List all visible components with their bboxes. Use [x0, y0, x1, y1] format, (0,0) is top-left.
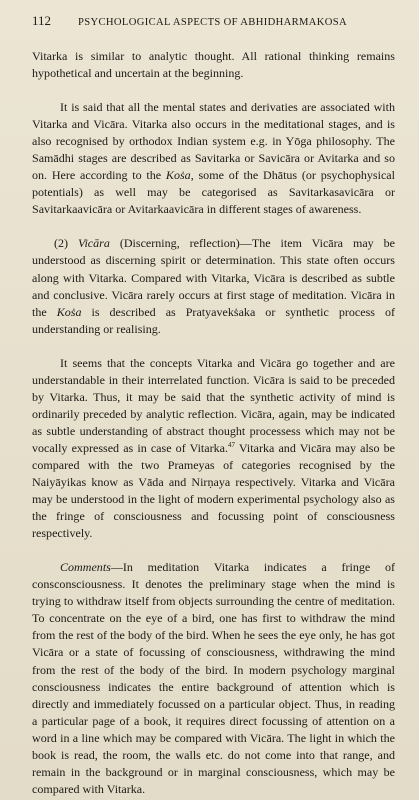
paragraph-text: is described as Pratyavekṡaka or synthetic process of understanding or realising. [32, 304, 395, 336]
kosa-term: Koṡa [56, 304, 82, 319]
paragraph-text: , some of the Dhātus (or psychophysical potentials) as well may be categorised as Savitarkasavicāra or Savitarkaavicāra or Avitarkaavicāra in different stages of awareness. [32, 168, 395, 217]
paragraph-text: Vitarka and Vicāra may also be compared with the two Prameyas of categories recognised by the Naiyāyikas know as Vāda and Nirṇaya respectively. Vitarka and Vicāra may be understood in the light of modern experimental psychology also as the fringe of consciousness and focussing point of consciousness respectively. [32, 440, 395, 541]
paragraph-text: Vitarka is similar to analytic thought. All rational thinking remains hypothetical and uncertain at the beginning. [32, 49, 395, 81]
paragraph-vitarka-intro [32, 48, 395, 82]
paragraph-text: —In meditation Vitarka indicates a fringe of consconsciousness. It denotes the preliminary stage when the mind is trying to withdraw itself from objects surrounding the centre of meditation. To concentrate on the eye of a bird, one has first to withdraw the mind from the rest of the body of the bird. When he sees the eye only, he has got Vicāra or a state of focussing of consciousness, withdrawing the mind from the rest of the body of the bird. In modern psychology marginal consciousness indicates the entire background of attention which is directly and immediately focussed on a particular object. Thus, in reading a particular page of a book, it requires direct focussing of attention on a word in a line which may be compared with Vicāra. The light in which the book is read, the room, the walls etc. do not come into that range, and remain in the background or in marginal consciousness, which may be compared with Vitarka. [32, 560, 395, 796]
header-title: PSYCHOLOGICAL ASPECTS OF ABHIDHARMAKOSA [78, 17, 348, 28]
paragraph-interrelated-concepts [32, 355, 395, 543]
paragraph-vicara-definition [32, 235, 395, 337]
comments-heading: Comments [60, 560, 111, 575]
paragraph-text: It seems that the concepts Vitarka and Vicāra go together and are understandable in their interrelated function. Vicāra is said to be preceded by Vitarka. Thus, it may be said that the synthetic activity of mind is ordinarily preceded by analytic reflection. Vicāra, again, may be indicated as subtle understanding of abstract thought processess which may not be vocally expressed as in case of Vitarka. [32, 355, 395, 455]
paragraph-comments [32, 559, 395, 798]
footnote-marker: 47 [228, 440, 236, 449]
running-head [32, 13, 395, 35]
kosa-term: Koṡa [165, 168, 191, 183]
vicara-term: Vicāra [77, 236, 110, 251]
paragraph-mental-states [32, 99, 395, 218]
paragraph-text: (Discerning, reflection)—The item Vicāra may be understood as discerning spirit or determination. This state often occurs along with Vitarka. Compared with Vitarka, Vicāra is described as subtle and conclusive. Vicāra rarely occurs at first stage of meditation. Vicāra in the [32, 236, 395, 319]
page-number: 112 [32, 13, 52, 28]
item-number: (2) [54, 236, 69, 251]
paragraph-text: It is said that all the mental states and derivaties are associated with Vitarka and Vicāra. Vitarka also occurs in the meditational stages, and is also recognised by orthodox Indian system e.g. in Yōga philosophy. The Samādhi stages are described as Savitarka or Savicāra or Avitarka and so on. Here according to the [32, 100, 395, 183]
page-body [32, 48, 395, 798]
